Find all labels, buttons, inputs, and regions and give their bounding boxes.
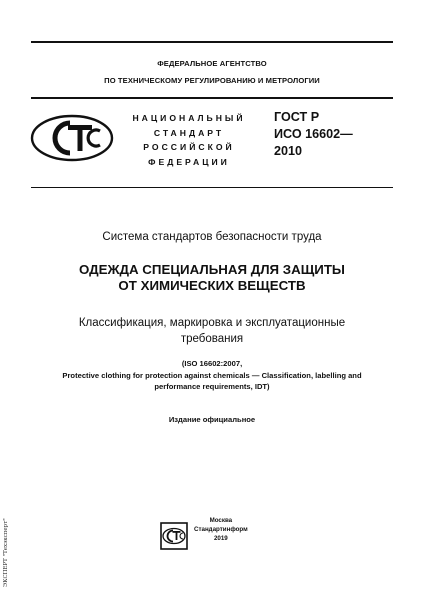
standard-type-line4: ФЕДЕРАЦИИ [148, 156, 230, 167]
document-title [20, 262, 404, 294]
publisher-name: Стандартинформ [194, 526, 248, 533]
standard-type-line3: РОССИЙСКОЙ [143, 142, 235, 152]
subtitle-line2: требования [180, 332, 244, 345]
standartinform-logo-icon [160, 522, 188, 550]
iso-line2: Protective clothing for protection against chemicals — Classification, labelling and [62, 370, 362, 380]
header-rule [31, 97, 393, 99]
title-line2: ОТ ХИМИЧЕСКИХ ВЕЩЕСТВ [118, 278, 306, 293]
publisher-imprint [194, 516, 248, 543]
national-standard-label [120, 111, 258, 169]
iso-line3: performance requirements, IDT) [154, 382, 270, 391]
iso-reference [20, 358, 404, 393]
side-watermark-note: ЭКСПЕРТ "Техэксперт" [3, 518, 9, 587]
iso-line1: (ISO 16602:2007, [181, 359, 243, 368]
standard-type-line1: НАЦИОНАЛЬНЫЙ [132, 113, 246, 123]
designation-line2: ИСО 16602— [274, 127, 353, 141]
standard-type-line2: СТАНДАРТ [153, 127, 225, 138]
designation-line3: 2010 [274, 144, 303, 158]
subtitle-line1: Классификация, маркировка и эксплуатационные [78, 317, 346, 329]
edition-label: Издание официальное [168, 415, 256, 424]
top-rule [31, 41, 393, 43]
agency-name-line1: ФЕДЕРАЛЬНОЕ АГЕНТСТВО [157, 59, 267, 68]
standard-designation [274, 109, 353, 160]
publisher-year: 2019 [213, 535, 228, 542]
standards-series: Система стандартов безопасности труда [102, 231, 322, 243]
title-line1: ОДЕЖДА СПЕЦИАЛЬНАЯ ДЛЯ ЗАЩИТЫ [79, 262, 345, 277]
document-subtitle [20, 316, 404, 347]
publisher-city: Москва [209, 517, 233, 524]
gost-r-certification-mark-icon [30, 114, 114, 162]
designation-line1: ГОСТ Р [274, 110, 320, 124]
designation-rule [31, 187, 393, 188]
agency-name-line2: ПО ТЕХНИЧЕСКОМУ РЕГУЛИРОВАНИЮ И МЕТРОЛОГИИ [104, 76, 320, 85]
